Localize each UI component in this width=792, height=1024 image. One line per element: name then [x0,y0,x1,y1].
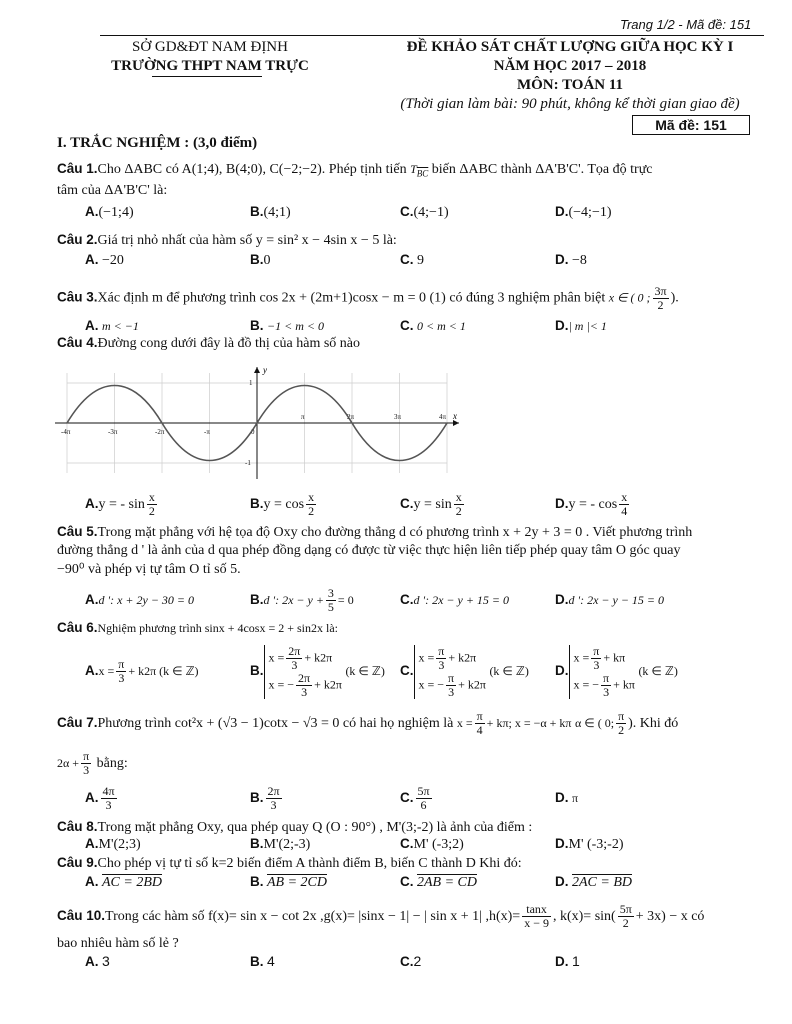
option-c[interactable]: C. 9 [400,252,424,268]
q2-options [85,249,745,271]
x-axis-label: x [453,411,457,421]
solution-2: + kπ; x = −α + kπ [486,716,572,730]
option-c[interactable]: C. 2AB = CD [400,874,477,890]
option-c[interactable]: C.d ': 2x − y + 15 = 0 [400,592,510,607]
q9-options [85,871,745,893]
question-label: Câu 10. [57,908,106,923]
question-4 [57,334,360,353]
question-label: Câu 5. [57,524,98,539]
question-5-line-2: đường thẳng d ' là ảnh của d qua phép đồng dạng có được từ việc thực hiện liên tiếp phép quay tâm O góc quay [57,543,681,558]
q6-options [85,638,745,704]
question-10-line-2: bao nhiêu hàm số lẻ ? [57,936,179,951]
question-1 [57,160,653,182]
tick-label-y: 1 [249,379,253,387]
option-a[interactable]: A. $\frac{4\pi}{3}$ [85,784,115,813]
option-c[interactable]: C.x = $\frac{\pi}{3}$ + k2π x = − $\frac{\pi}{3}$ + k2π (k ∈ ℤ) [400,643,529,699]
exam-title: ĐỀ KHẢO SÁT CHẤT LƯỢNG GIỮA HỌC KỲ I [406,39,734,55]
option-a[interactable]: A.y = - sin $\frac{x}{2}$ [85,490,155,519]
option-d[interactable]: D.x = $\frac{\pi}{3}$ + kπ x = − $\frac{\pi}{3}$ + kπ (k ∈ ℤ) [555,643,678,699]
question-text: Trong các hàm số f(x)= sin x − cot 2x ,g(x)= |sinx − 1| − | sin x + 1| ,h(x)= [105,909,521,924]
question-6 [57,619,338,638]
school-name: TRƯỜNG THPT NAM TRỰC [111,58,309,74]
question-label: Câu 7. [57,715,98,730]
q8-options [85,834,745,854]
interval-end: ). [670,290,679,306]
tick-label-x: π [301,413,305,421]
question-text: Phương trình cot²x + (√3 − 1)cotx − √3 = 0 có hai họ nghiệm là [97,716,454,731]
option-b[interactable]: B.(4;1) [250,204,291,220]
question-label: Câu 3. [57,289,98,305]
question-text: Giá trị nhỏ nhất của hàm số y = sin² x − 4sin x − 5 là: [97,233,397,248]
option-b[interactable]: B.y = cos $\frac{x}{2}$ [250,490,315,519]
exam-code-box: Mã đề: 151 [632,115,750,135]
interval: x ∈ ( 0 ; [608,290,651,305]
q7-options [85,783,745,813]
y-axis-label: y [263,365,267,375]
page-code: Trang 1/2 - Mã đề: 151 [620,17,752,32]
header-rule [100,35,764,36]
tick-label-x: 2π [347,413,355,421]
tick-label-x: -π [204,428,210,436]
equation-system: x = $\frac{2\pi}{3}$ + k2π x = − $\frac{2\pi}{3}$ + k2π [264,645,342,699]
option-a[interactable]: A. AC = 2BD [85,874,162,890]
q10-options [85,950,745,972]
option-a[interactable]: A. m < −1 [85,318,139,333]
option-c[interactable]: C.2 [400,953,422,969]
q1-options [85,201,745,223]
option-b[interactable]: B.d ': 2x − y + $\frac{3}{5}$ = 0 [250,586,354,615]
tick-label-x: 4π [439,413,447,421]
option-d[interactable]: D.M' (-3;-2) [555,836,624,852]
option-d[interactable]: D. 2AC = BD [555,874,632,890]
y-axis-arrow-icon [254,367,260,373]
option-d[interactable]: D.d ': 2x − y − 15 = 0 [555,592,665,607]
option-c[interactable]: C. $\frac{5\pi}{6}$ [400,784,430,813]
section-title: I. TRẮC NGHIỆM : (3,0 điểm) [57,135,258,151]
option-a[interactable]: A.x = $\frac{\pi}{3}$ + k2π (k ∈ ℤ) [85,657,199,686]
option-c[interactable]: C. 0 < m < 1 [400,318,466,333]
option-b[interactable]: B.M'(2;-3) [250,836,311,852]
option-c[interactable]: C.(4;−1) [400,204,449,220]
school-underline [152,76,262,77]
q4-options [85,489,745,519]
option-d[interactable]: D. 1 [555,953,580,969]
question-label: Câu 8. [57,819,98,834]
question-label: Câu 6. [57,620,98,635]
option-b[interactable]: B. $\frac{2\pi}{3}$ [250,784,280,813]
option-d[interactable]: D.(−4;−1) [555,204,612,220]
question-5 [57,523,692,542]
option-b[interactable]: B. AB = 2CD [250,874,327,890]
duration: (Thời gian làm bài: 90 phút, không kể thời gian giao đề) [400,96,740,112]
option-a[interactable]: A.M'(2;3) [85,836,141,852]
option-a[interactable]: A.(−1;4) [85,204,134,220]
question-label: Câu 4. [57,335,98,350]
question-text: Đường cong dưới đây là đồ thị của hàm số nào [97,336,361,351]
alpha-condition: α ∈ ( 0; [574,716,615,730]
question-7-line-2: 2α + $\frac{\pi}{3}$ bằng: [57,749,128,778]
tick-label-x: 0 [251,428,255,436]
question-text-2: . Khi đó [632,716,679,731]
option-a[interactable]: A.d ': x + 2y − 30 = 0 [85,592,195,607]
option-d[interactable]: D. −8 [555,252,587,268]
question-text: Xác định m để phương trình cos 2x + (2m+1)cosx − m = 0 (1) có đúng 3 nghiệm phân biệt [97,290,606,306]
option-b[interactable]: B.0 [250,252,271,268]
question-text: Trong mặt phẳng với hệ tọa độ Oxy cho đường thẳng d có phương trình x + 2y + 3 = 0 . Viết phương trình [97,525,693,540]
question-1-line-2: tâm của ΔA'B'C' là: [57,183,168,198]
option-a[interactable]: A. −20 [85,252,124,268]
question-label: Câu 1. [57,161,98,176]
question-10: Câu 10.Trong các hàm số f(x)= sin x − cot 2x ,g(x)= |sinx − 1| − | sin x + 1| ,h(x)= $\frac{\tan x}{x - 9}$ , k(x)= sin( $\frac{5\pi}{2}$ + 3x) − x có [57,902,705,931]
tick-label-y: -1 [245,459,251,467]
subject: MÔN: TOÁN 11 [516,77,624,93]
function-graph [55,363,465,481]
tick-label-x: 3π [394,413,402,421]
department-name: SỞ GD&ĐT NAM ĐỊNH [132,39,288,55]
question-text-2: , k(x)= sin( [552,909,616,924]
option-d[interactable]: D. π [555,790,579,805]
question-5-line-3: −90⁰ và phép vị tự tâm O tỉ số 5. [57,562,241,577]
question-text-2: biến ΔABC thành ΔA'B'C'. Tọa độ trực [431,162,653,177]
question-text: Trong mặt phẳng Oxy, qua phép quay Q (O : 90°) , M'(3;-2) là ảnh của điểm : [97,820,533,835]
translation-symbol: $T_{\overline{BC}}$ [410,162,429,179]
equation-system: x = $\frac{\pi}{3}$ + k2π x = − $\frac{\pi}{3}$ + k2π [414,645,486,699]
question-2 [57,231,397,250]
question-text: Cho phép vị tự tỉ số k=2 biến điểm A thành điểm B, biến C thành D Khi đó: [97,856,522,871]
question-7: Câu 7.Phương trình cot²x + (√3 − 1)cotx − √3 = 0 có hai họ nghiệm là x = $\frac{\pi}{4}$ + kπ; x = −α + kπ α ∈ ( 0; $\frac{\pi}{2}$ ). Khi đó [57,709,679,738]
question-label: Câu 2. [57,232,98,247]
tick-label-x: -2π [155,428,165,436]
option-d[interactable]: D.y = - cos $\frac{x}{4}$ [555,490,628,519]
q5-options [85,587,745,613]
option-b[interactable]: B. −1 < m < 0 [250,318,324,333]
option-d[interactable]: D.| m |< 1 [555,318,607,333]
question-text: Nghiệm phương trình sinx + 4cosx = 2 + sin2x là: [97,621,338,635]
tick-label-x: -3π [108,428,118,436]
question-label: Câu 9. [57,855,98,870]
question-text-3: + 3x) − x có [635,909,705,924]
option-c[interactable]: C.y = sin $\frac{x}{2}$ [400,490,462,519]
question-3 [57,285,679,312]
question-text: Cho ΔABC có A(1;4), B(4;0), C(−2;−2). Phép tịnh tiến [97,162,407,177]
option-b[interactable]: B.x = $\frac{2\pi}{3}$ + k2π x = − $\frac{2\pi}{3}$ + k2π (k ∈ ℤ) [250,643,385,699]
option-b[interactable]: B. 4 [250,953,275,969]
school-year: NĂM HỌC 2017 – 2018 [493,58,647,74]
option-c[interactable]: C.M' (-3;2) [400,836,464,852]
tick-label-x: -4π [61,428,71,436]
equation-system: x = $\frac{\pi}{3}$ + kπ x = − $\frac{\pi}{3}$ + kπ [569,645,635,699]
solution: x = [456,716,473,730]
option-a[interactable]: A. 3 [85,953,110,969]
fraction: $\frac{3\pi}{2}$ [654,284,667,312]
